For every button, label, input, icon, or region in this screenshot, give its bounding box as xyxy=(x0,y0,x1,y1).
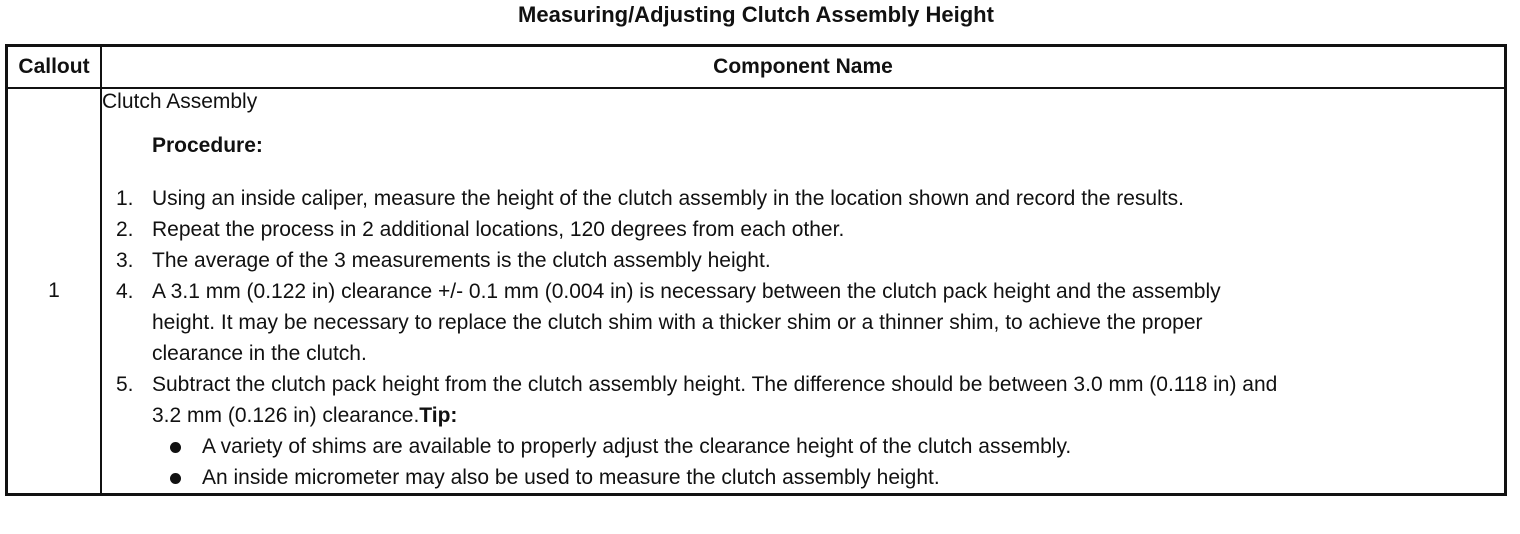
step-number: 5. xyxy=(116,373,134,396)
procedure-step xyxy=(102,245,1504,276)
procedure-steps xyxy=(102,183,1504,493)
step-number: 2. xyxy=(116,218,134,241)
step-text: height. It may be necessary to replace the clutch shim with a thicker shim or a thinner shim, to achieve the proper xyxy=(152,311,1203,334)
step-text: Subtract the clutch pack height from the clutch assembly height. The difference should be between 3.0 mm (0.118 in) and xyxy=(152,373,1278,396)
bullet-icon xyxy=(170,473,181,484)
procedure-heading: Procedure: xyxy=(152,134,263,157)
step-text-with-tip xyxy=(152,400,1504,431)
step-text: The average of the 3 measurements is the clutch assembly height. xyxy=(152,249,771,272)
step-text: Repeat the process in 2 additional locations, 120 degrees from each other. xyxy=(152,218,845,241)
step-text: A 3.1 mm (0.122 in) clearance +/- 0.1 mm (0.004 in) is necessary between the clutch pack height and the assembly xyxy=(152,280,1221,303)
tip-text: A variety of shims are available to properly adjust the clearance height of the clutch assembly. xyxy=(202,435,1072,458)
procedure-step xyxy=(102,214,1504,245)
step-number: 3. xyxy=(116,249,134,272)
tip-text: An inside micrometer may also be used to measure the clutch assembly height. xyxy=(202,466,940,489)
component-name-column-header: Component Name xyxy=(101,46,1506,89)
page-title: Measuring/Adjusting Clutch Assembly Height xyxy=(518,2,994,27)
tip-item xyxy=(152,462,1504,493)
component-cell xyxy=(101,88,1506,495)
step-text: Using an inside caliper, measure the height of the clutch assembly in the location shown and record the results. xyxy=(152,187,1184,210)
tip-item xyxy=(152,431,1504,462)
component-name: Clutch Assembly xyxy=(102,90,258,113)
step-text: clearance in the clutch. xyxy=(152,342,367,365)
table-row xyxy=(7,88,1506,495)
callout-number: 1 xyxy=(7,88,102,495)
callout-table xyxy=(5,44,1507,496)
procedure-step xyxy=(102,369,1504,493)
step-number: 4. xyxy=(116,280,134,303)
bullet-icon xyxy=(170,442,181,453)
procedure-step xyxy=(102,183,1504,214)
callout-column-header: Callout xyxy=(7,46,102,89)
step-number: 1. xyxy=(116,187,134,210)
table-header-row xyxy=(7,46,1506,89)
step-text: 3.2 mm (0.126 in) clearance. xyxy=(152,404,420,427)
procedure-step xyxy=(102,276,1504,369)
tip-list xyxy=(152,431,1504,493)
tip-label: Tip: xyxy=(419,404,458,427)
